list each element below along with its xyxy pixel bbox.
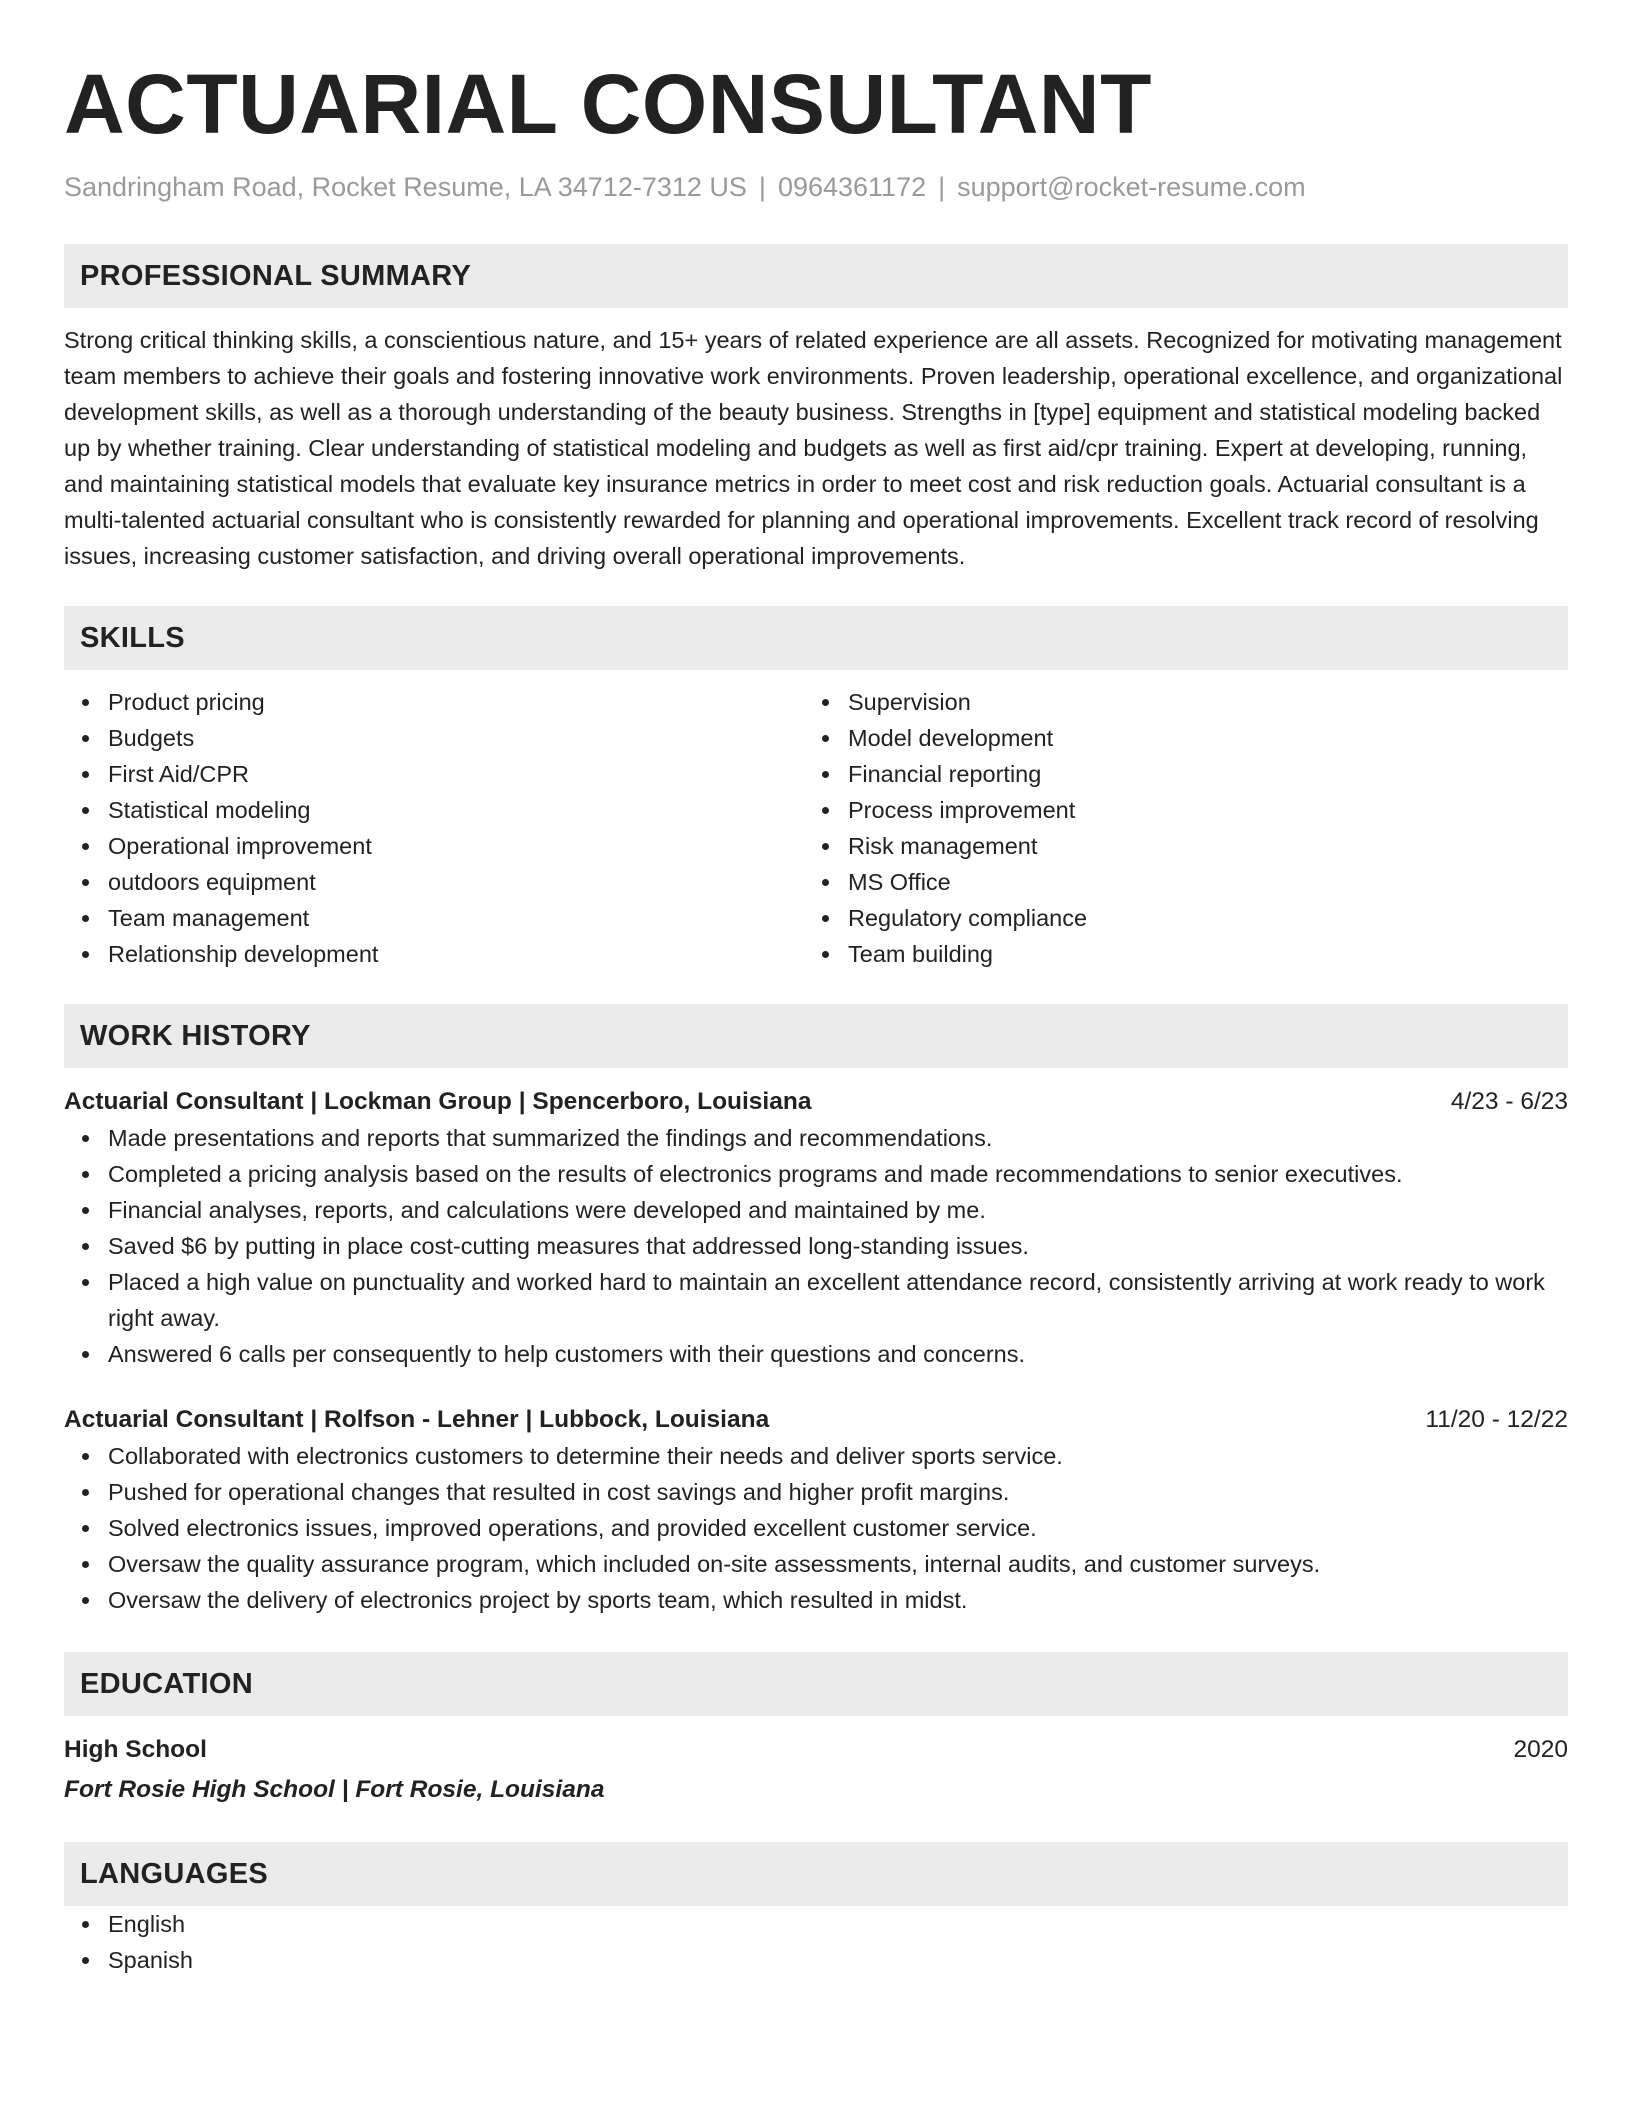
contact-email: support@rocket-resume.com [957, 172, 1306, 202]
skill-item: Model development [848, 720, 1544, 756]
contact-separator: | [938, 172, 946, 202]
skill-item: Financial reporting [848, 756, 1544, 792]
section-header-education [64, 1652, 1568, 1716]
section-header-summary [64, 244, 1568, 308]
education-degree: High School [64, 1736, 207, 1763]
job-bullet: Saved $6 by putting in place cost-cutting measures that addressed long-standing issues. [108, 1228, 1568, 1264]
education-header [64, 1732, 1568, 1768]
job-heading: Actuarial Consultant | Rolfson - Lehner | Lubbock, Louisiana [64, 1406, 770, 1433]
skill-item: Operational improvement [108, 828, 804, 864]
section-title: SKILLS [80, 621, 185, 654]
contact-address: Sandringham Road, Rocket Resume, LA 34712-7312 US [64, 172, 747, 202]
skills-column-left [64, 684, 804, 972]
job-entry [64, 1402, 1568, 1618]
section-header-skills [64, 606, 1568, 670]
skill-item: Team building [848, 936, 1544, 972]
skills-grid [64, 684, 1568, 972]
job-bullet: Financial analyses, reports, and calculations were developed and maintained by me. [108, 1192, 1568, 1228]
skill-item: Statistical modeling [108, 792, 804, 828]
job-bullet: Placed a high value on punctuality and worked hard to maintain an excellent attendance record, consistently arriving at work ready to work right away. [108, 1264, 1568, 1336]
contact-line [64, 170, 1568, 204]
job-entry [64, 1084, 1568, 1372]
candidate-title: ACTUARIAL CONSULTANT [64, 57, 1152, 151]
job-bullet: Made presentations and reports that summarized the findings and recommendations. [108, 1120, 1568, 1156]
skill-item: MS Office [848, 864, 1544, 900]
job-dates: 4/23 - 6/23 [1450, 1088, 1568, 1115]
job-header [64, 1402, 1568, 1438]
section-title: PROFESSIONAL SUMMARY [80, 259, 472, 292]
section-title: WORK HISTORY [80, 1019, 311, 1052]
skill-item: Team management [108, 900, 804, 936]
skill-item: outdoors equipment [108, 864, 804, 900]
job-bullet: Solved electronics issues, improved operations, and provided excellent customer service. [108, 1510, 1568, 1546]
job-heading: Actuarial Consultant | Lockman Group | Spencerboro, Louisiana [64, 1088, 812, 1115]
skill-item: Process improvement [848, 792, 1544, 828]
section-header-work-history [64, 1004, 1568, 1068]
skill-item: Product pricing [108, 684, 804, 720]
job-bullet-list [64, 1120, 1568, 1372]
language-item: English [108, 1906, 1568, 1942]
skill-item: Supervision [848, 684, 1544, 720]
section-header-languages [64, 1842, 1568, 1906]
contact-phone: 0964361172 [777, 172, 927, 202]
job-header [64, 1084, 1568, 1120]
job-bullet: Oversaw the delivery of electronics project by sports team, which resulted in midst. [108, 1582, 1568, 1618]
job-bullet: Completed a pricing analysis based on the results of electronics programs and made recommendations to senior executives. [108, 1156, 1568, 1192]
skill-item: Risk management [848, 828, 1544, 864]
skills-column-right [804, 684, 1544, 972]
education-year: 2020 [1513, 1736, 1568, 1763]
job-bullet: Oversaw the quality assurance program, which included on-site assessments, internal audits, and customer surveys. [108, 1546, 1568, 1582]
section-title: EDUCATION [80, 1667, 253, 1700]
section-title: LANGUAGES [80, 1857, 268, 1890]
skill-item: Regulatory compliance [848, 900, 1544, 936]
summary-text: Strong critical thinking skills, a conscientious nature, and 15+ years of related experience are all assets. Recognized for motivating management team members to achieve their goals and fostering innovative work environments. Proven leadership, operational excellence, and organizational development skills, as well as a thorough understanding of the beauty business. Strengths in [type] equipment and statistical modeling backed up by whether training. Clear understanding of statistical modeling and budgets as well as first aid/cpr training. Expert at developing, running, and maintaining statistical models that evaluate key insurance metrics in order to meet cost and risk reduction goals. Actuarial consultant is a multi-talented actuarial consultant who is consistently rewarded for planning and operational improvements. Excellent track record of resolving issues, increasing customer satisfaction, and driving overall operational improvements. [64, 327, 1563, 569]
job-bullet: Answered 6 calls per consequently to help customers with their questions and concerns. [108, 1336, 1568, 1372]
contact-separator: | [758, 172, 766, 202]
job-bullet: Collaborated with electronics customers to determine their needs and deliver sports service. [108, 1438, 1568, 1474]
education-school: Fort Rosie High School | Fort Rosie, Louisiana [64, 1776, 605, 1803]
job-dates: 11/20 - 12/22 [1425, 1406, 1568, 1433]
language-list [64, 1906, 1568, 1978]
skill-item: First Aid/CPR [108, 756, 804, 792]
language-item: Spanish [108, 1942, 1568, 1978]
skill-item: Relationship development [108, 936, 804, 972]
job-bullet: Pushed for operational changes that resulted in cost savings and higher profit margins. [108, 1474, 1568, 1510]
job-bullet-list [64, 1438, 1568, 1618]
skill-item: Budgets [108, 720, 804, 756]
